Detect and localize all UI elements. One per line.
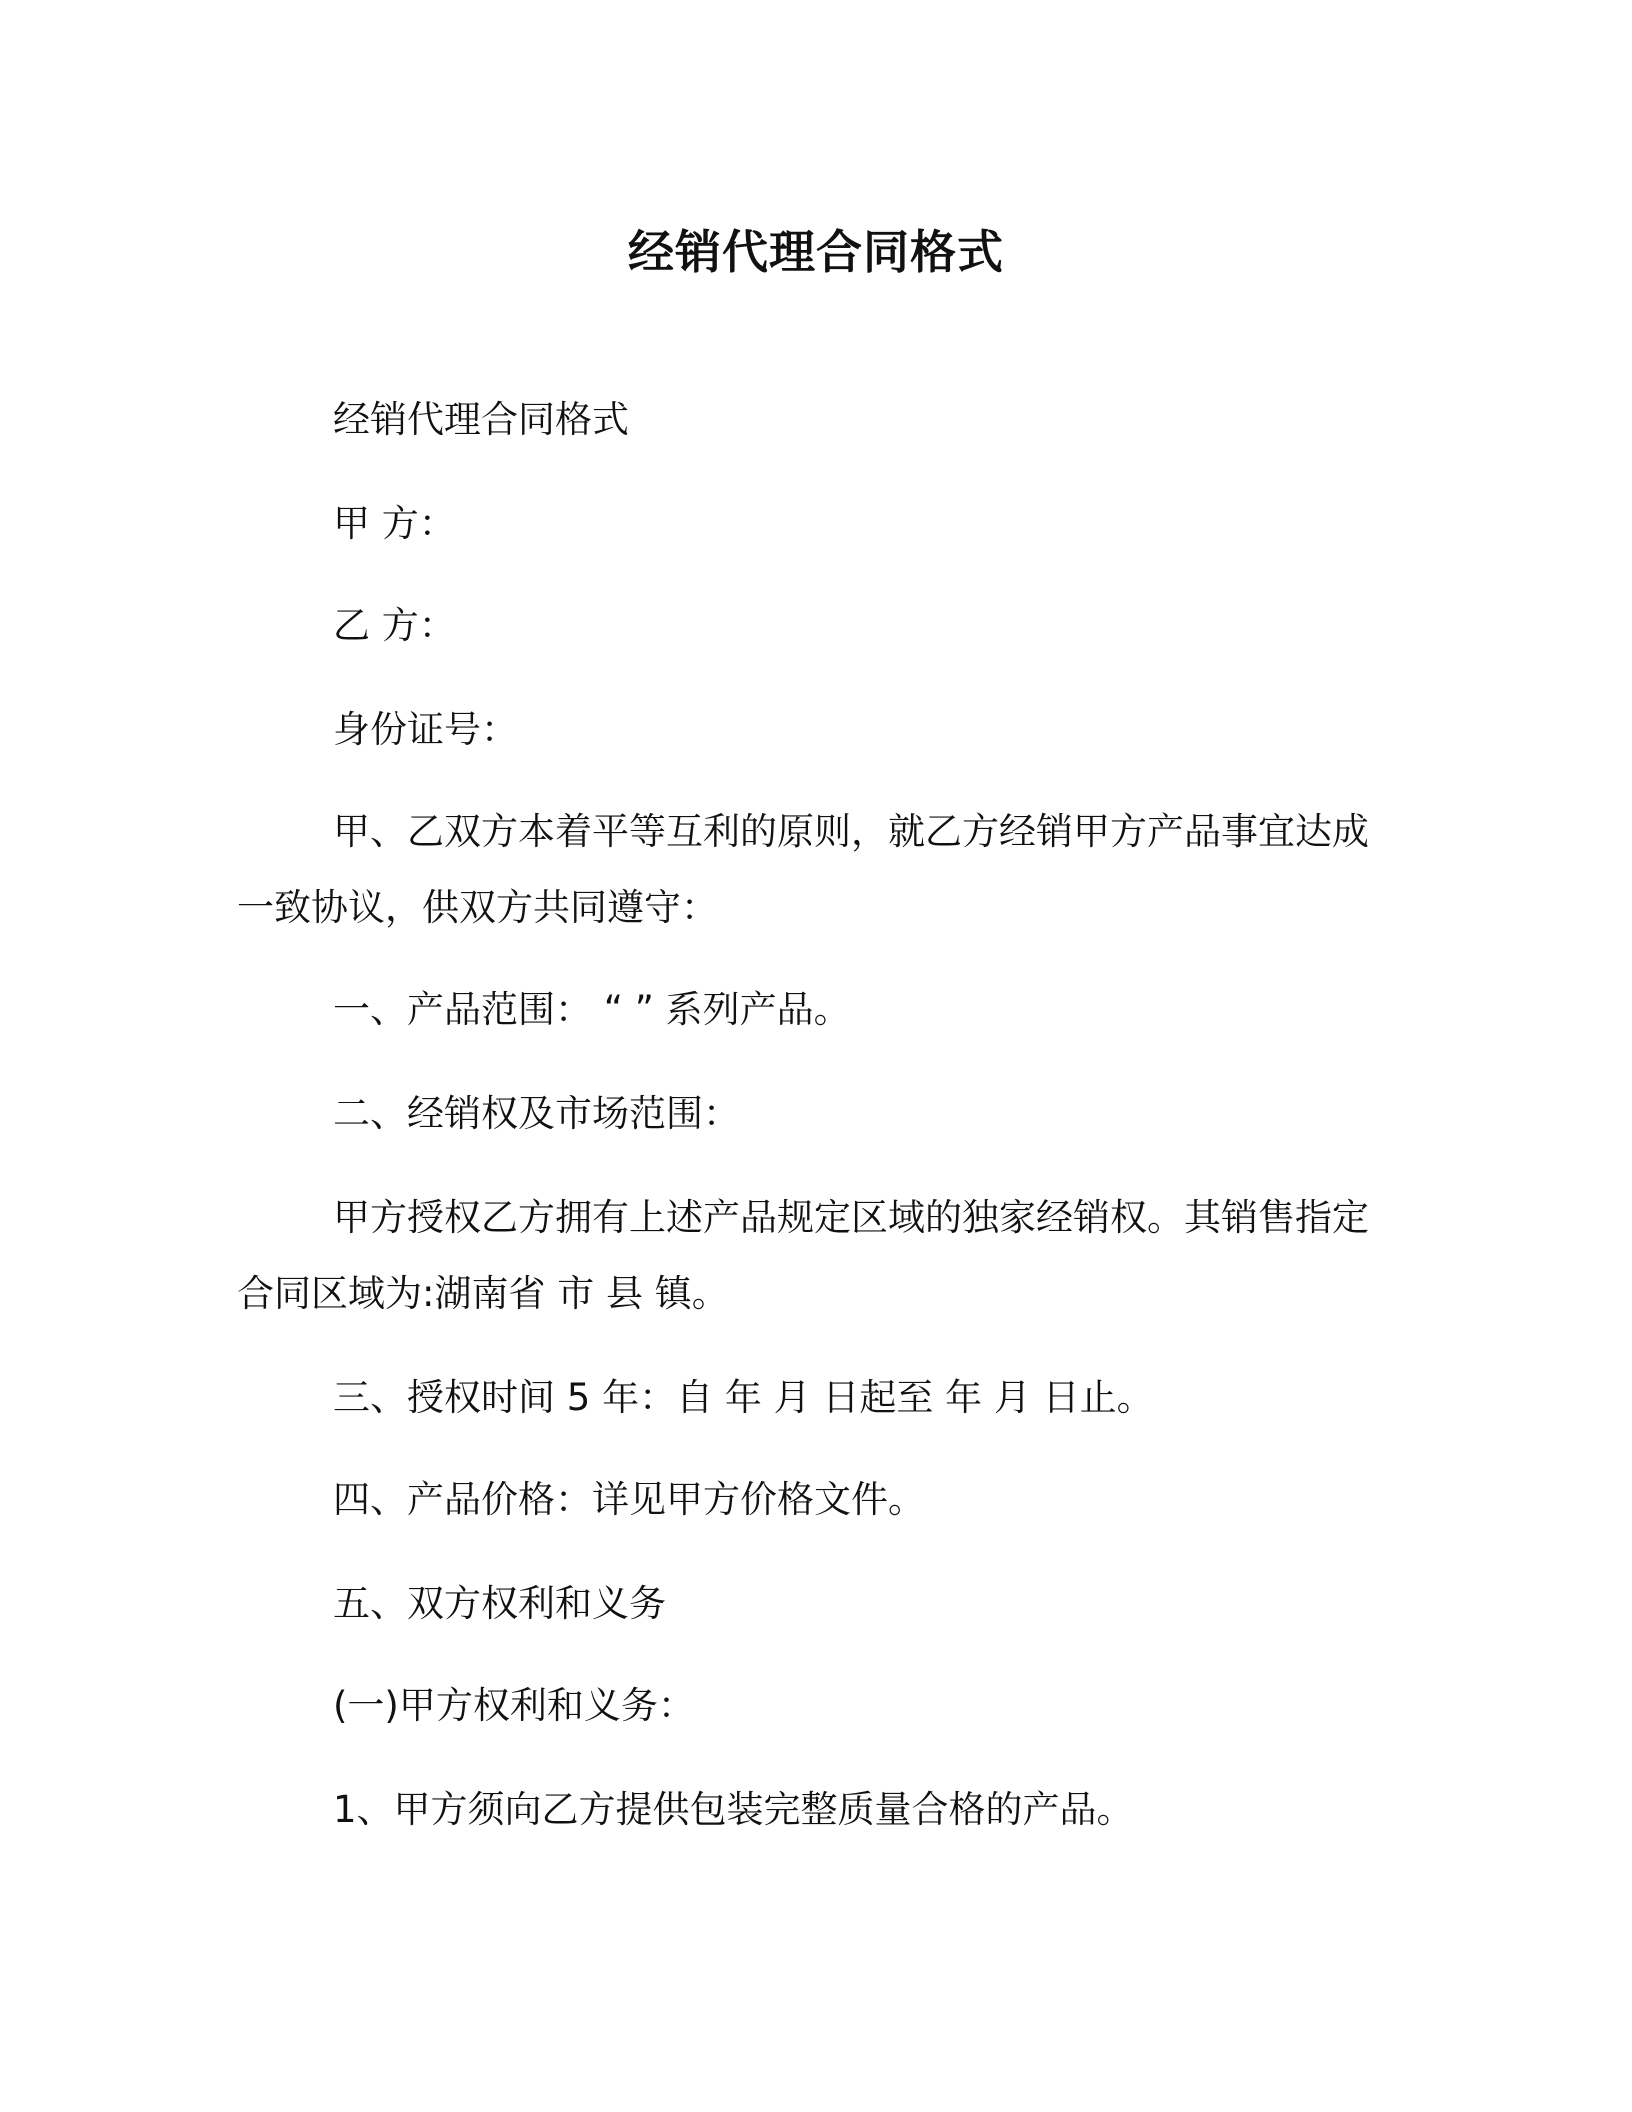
preamble-line-2: 一致协议，供双方共同遵守： [237,886,718,929]
document-title: 经销代理合同格式 [628,225,1004,279]
preamble-line-1: 甲、乙双方本着平等互利的原则，就乙方经销甲方产品事宜达成 [333,810,1369,853]
clause-4-price: 四、产品价格：详见甲方价格文件。 [333,1478,925,1521]
clause-5-1-heading: (一)甲方权利和义务： [333,1684,695,1727]
clause-5-heading: 五、双方权利和义务 [333,1582,666,1625]
party-b-line: 乙 方： [333,604,456,647]
subtitle-line: 经销代理合同格式 [333,398,629,441]
clause-2-body-line-2: 合同区域为:湖南省 市 县 镇。 [237,1272,729,1315]
clause-3-term: 三、授权时间 5 年：自 年 月 日起至 年 月 日止。 [333,1376,1154,1419]
clause-5-1-item-1: 1、甲方须向乙方提供包装完整质量合格的产品。 [333,1788,1134,1831]
clause-1-product-scope: 一、产品范围： “ ” 系列产品。 [333,988,851,1031]
id-number-line: 身份证号： [333,708,518,751]
party-a-line: 甲 方： [333,502,456,545]
clause-2-heading: 二、经销权及市场范围： [333,1092,740,1135]
clause-2-body-line-1: 甲方授权乙方拥有上述产品规定区域的独家经销权。其销售指定 [333,1196,1369,1239]
